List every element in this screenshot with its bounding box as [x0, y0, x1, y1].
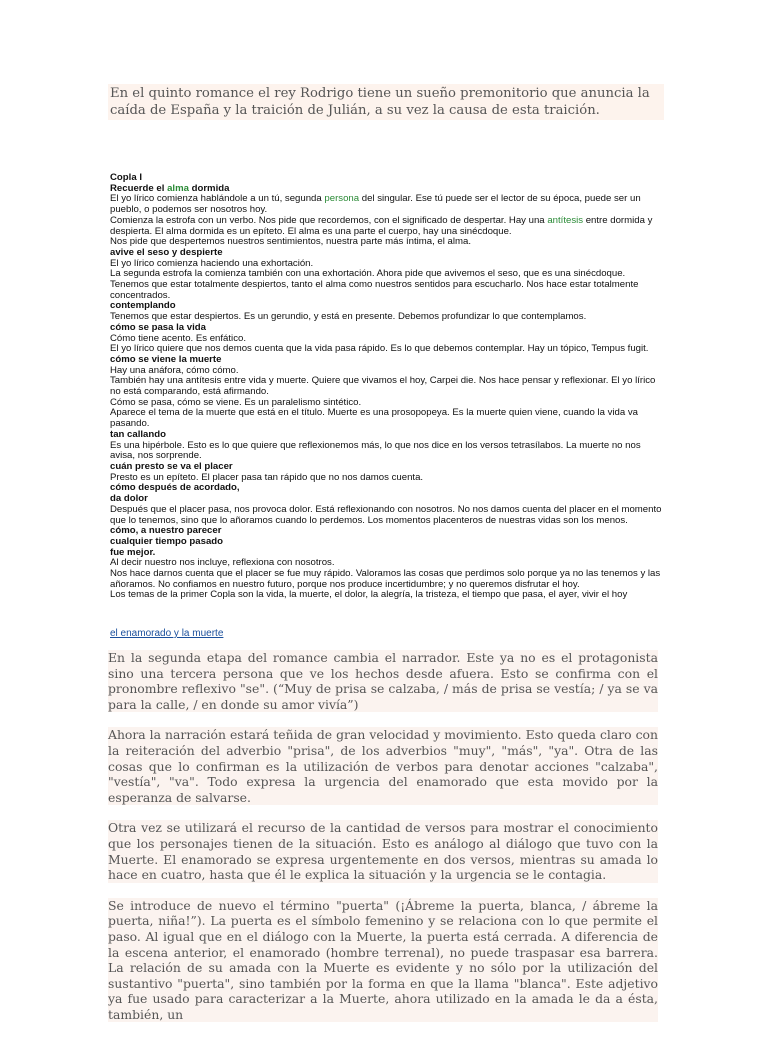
verse-heading: cómo se viene la muerte — [110, 353, 222, 365]
verse-heading: da dolor — [110, 493, 148, 505]
copla-paragraph: Tenemos que estar despiertos. Es un gerundio, y está en presente. Debemos profundizar lo que contemplamos. — [110, 311, 587, 323]
enamorado-muerte-link[interactable]: el enamorado y la muerte — [110, 628, 224, 639]
verse-heading: cualquier tiempo pasado — [110, 535, 224, 547]
copla-title: Copla I — [110, 172, 142, 183]
essay-paragraph: En la segunda etapa del romance cambia el narrador. Este ya no es el protagonista sino una tercera persona que ve los hechos desde afuera. Esto se confirma con el pronombre reflexivo "se". (“Muy de prisa se calzaba, / más de prisa se vestía; / ya se va para la calle, / en donde su amor vivía”) — [108, 650, 658, 712]
essay-paragraph: Otra vez se utilizará el recurso de la cantidad de versos para mostrar el conocimiento que los personajes tienen de la situación. Esto es análogo al diálogo que tuvo con la Muerte. El enamorado se expresa urgentemente en dos versos, mientras su amada lo hace en cuatro, hasta que él le explica la situación y la urgencia se le contagia. — [108, 820, 658, 883]
verse-heading: cómo, a nuestro parecer — [110, 525, 222, 537]
glossary-link-antitesis[interactable]: antítesis — [547, 214, 584, 226]
copla-paragraph: El yo lírico comienza haciendo una exhortación. — [110, 257, 314, 269]
verse-heading: avive el seso y despierte — [110, 246, 223, 258]
copla-paragraph: Los temas de la primer Copla son la vida, la muerte, el dolor, la alegría, la tristeza, el tiempo que pasa, el ayer, vivir el hoy — [110, 589, 628, 601]
verse-heading: Recuerde el alma dormida — [110, 182, 230, 194]
verse-heading: cuán presto se va el placer — [110, 460, 233, 472]
copla-paragraph: Comienza la estrofa con un verbo. Nos pide que recordemos, con el significado de despertar. Hay una antítesis entre dormida y despierta. El alma dormida es un epíteto. El alma es una parte el cuerpo, hay una sinécdoque. — [110, 214, 653, 237]
essay-paragraph: Se introduce de nuevo el término "puerta" (¡Ábreme la puerta, blanca, / ábreme la puerta, niña!”). La puerta es el símbolo femenino y se relaciona con lo que permite el paso. Al igual que en el diálogo con la Muerte, la puerta está cerrada. A diferencia de la escena anterior, el enamorado (hombre terrenal), no puede traspasar esa barrera. La relación de su amada con la Muerte es evidente y no sólo por la utilización del sustantivo "puerta", sino también por la forma en que la llama "blanca". Este adjetivo ya fue usado para caracterizar a la Muerte, ahora utilizado en la amada le da a ésta, también, un — [108, 897, 658, 1022]
copla-paragraph: Hay una anáfora, cómo cómo. — [110, 364, 239, 376]
copla-paragraph: El yo lírico comienza hablándole a un tú, segunda persona del singular. Ese tú puede ser el lector de su época, puede ser un pueblo, o podemos ser nosotros hoy. — [110, 193, 641, 216]
copla-paragraph: El yo lírico quiere que nos demos cuenta que la vida pasa rápido. Es lo que debemos contemplar. Hay un tópico, Tempus fugit. — [110, 343, 649, 355]
copla-paragraph: Es una hipérbole. Esto es lo que quiere que reflexionemos más, lo que nos dice en los versos tetrasílabos. La muerte no nos avisa, nos sorprende. — [110, 439, 641, 462]
essay-section — [108, 650, 658, 1037]
copla-paragraph: Nos hace darnos cuenta que el placer se fue muy rápido. Valoramos las cosas que perdimos solo porque ya no las tenemos y las añoramos. No confiamos en nuestro futuro, porque nos produce incertidumbre; y no queremos disfrutar el hoy. — [110, 568, 661, 590]
intro-paragraph: En el quinto romance el rey Rodrigo tiene un sueño premonitorio que anuncia la caída de España y la traición de Julián, a su vez la causa de esta traición. — [108, 84, 664, 120]
copla-paragraph: Aparece el tema de la muerte que está en el título. Muerte es una prosopopeya. Es la muerte quien viene, cuando la vida va pasando. — [110, 407, 638, 430]
copla-paragraph: Al decir nuestro nos incluye, reflexiona con nosotros. — [110, 557, 335, 569]
copla-paragraph: Cómo tiene acento. Es enfático. — [110, 332, 246, 344]
essay-paragraph: Ahora la narración estará teñida de gran velocidad y movimiento. Esto queda claro con la reiteración del adverbio "prisa", de los adverbios "muy", "más", "ya". Otra de las cosas que lo confirman es la utilización de verbos para denotar acciones "calzaba", "vestía", "va". Todo expresa la urgencia del enamorado que esta movido por la esperanza de salvarse. — [108, 727, 658, 805]
copla-paragraph: Nos pide que despertemos nuestros sentimientos, nuestra parte más íntima, el alma. — [110, 236, 472, 248]
copla-paragraph: La segunda estrofa la comienza también con una exhortación. Ahora pide que avivemos el seso, que es una sinécdoque. Tenemos que estar totalmente despiertos, tanto el alma como nuestros sentidos para escucharlo. Nos hace estar totalmente concentrados. — [110, 268, 639, 301]
verse-heading: fue mejor. — [110, 546, 156, 558]
copla-paragraph: Presto es un epíteto. El placer pasa tan rápido que no nos damos cuenta. — [110, 471, 424, 483]
verse-heading: cómo se pasa la vida — [110, 321, 206, 333]
copla-section — [110, 173, 662, 601]
copla-paragraph: Después que el placer pasa, nos provoca dolor. Está reflexionando con nosotros. No nos damos cuenta del placer en el momento que lo tenemos, sino que lo añoramos cuando lo perdemos. Los momentos placenteros de nuestras vidas son los menos. — [110, 503, 662, 526]
verse-heading: contemplando — [110, 300, 176, 312]
glossary-link-alma[interactable]: alma — [167, 182, 189, 194]
verse-heading: tan callando — [110, 428, 166, 440]
glossary-link-persona[interactable]: persona — [324, 193, 360, 205]
copla-paragraph: Cómo se pasa, cómo se viene. Es un paralelismo sintético. — [110, 396, 362, 408]
copla-paragraph: También hay una antítesis entre vida y muerte. Quiere que vivamos el hoy, Carpei die. Nos hace pensar y reflexionar. El yo lírico no está comparando, está afirmando. — [110, 375, 656, 398]
verse-heading: cómo después de acordado, — [110, 482, 240, 494]
